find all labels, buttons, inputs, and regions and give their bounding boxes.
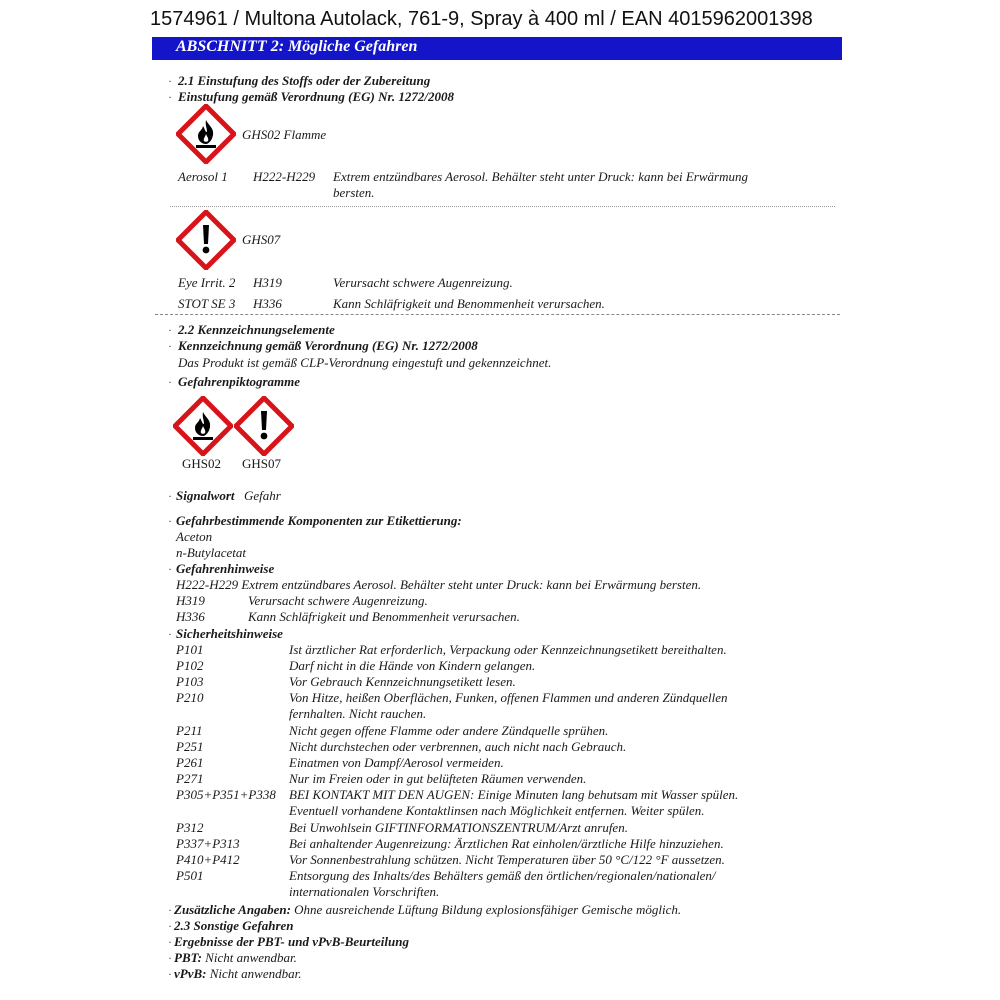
safety-code: P101 <box>176 642 204 657</box>
bullet: · <box>168 514 172 528</box>
class-row-code: H319 <box>253 275 282 290</box>
bullet: · <box>168 967 172 981</box>
bullet: · <box>168 90 172 104</box>
vpvb-value: Nicht anwendbar. <box>209 966 302 981</box>
class-row-code: H336 <box>253 296 282 311</box>
class-row-cls: STOT SE 3 <box>178 296 236 311</box>
hazard-heading: Gefahrenhinweise <box>176 561 275 576</box>
safety-text: Darf nicht in die Hände von Kindern gelangen. <box>289 658 536 673</box>
ghs07-exclamation-icon <box>234 396 294 456</box>
aerosol-text-cont: bersten. <box>333 185 375 200</box>
safety-code: P261 <box>176 755 204 770</box>
aerosol-text: Extrem entzündbares Aerosol. Behälter steht unter Druck: kann bei Erwärmung <box>333 169 748 184</box>
s21-subtitle: Einstufung gemäß Verordnung (EG) Nr. 1272/2008 <box>178 89 454 104</box>
safety-text-cont: fernhalten. Nicht rauchen. <box>289 706 427 721</box>
extra-row <box>174 902 681 918</box>
aerosol-class: Aerosol 1 <box>178 169 228 184</box>
bullet: · <box>168 562 172 576</box>
bullet: · <box>168 951 172 965</box>
bullet: · <box>168 339 172 353</box>
s21-title: 2.1 Einstufung des Stoffs oder der Zubereitung <box>178 73 431 88</box>
bullet: · <box>168 375 172 389</box>
hazard-code: H319 <box>176 593 205 608</box>
bullet: · <box>168 903 172 917</box>
safety-text: Nicht durchstechen oder verbrennen, auch nicht nach Gebrauch. <box>289 739 627 754</box>
safety-code: P337+P313 <box>176 836 240 851</box>
vpvb-row <box>174 966 301 982</box>
safety-text: Nur im Freien oder in gut belüfteten Räumen verwenden. <box>289 771 587 786</box>
picto-label: GHS07 <box>242 456 282 471</box>
s23-title: 2.3 Sonstige Gefahren <box>174 918 294 933</box>
safety-text: Vor Sonnenbestrahlung schützen. Nicht Temperaturen über 50 °C/122 °F aussetzen. <box>289 852 725 867</box>
pbt-label: PBT: <box>174 950 202 965</box>
extra-label: Zusätzliche Angaben: <box>174 902 291 917</box>
ghs02-flame-icon <box>173 396 233 456</box>
bullet: · <box>168 627 172 641</box>
vpvb-label: vPvB: <box>174 966 207 981</box>
pbt-row <box>174 950 297 966</box>
component-item: n-Butylacetat <box>176 545 247 560</box>
safety-text-cont: Eventuell vorhandene Kontaktlinsen nach Möglichkeit entfernen. Weiter spülen. <box>289 803 705 818</box>
safety-code: P305+P351+P338 <box>176 787 276 802</box>
hazard-code: H336 <box>176 609 205 624</box>
safety-text: Von Hitze, heißen Oberflächen, Funken, offenen Flammen und anderen Zündquellen <box>289 690 728 705</box>
picto-heading: Gefahrenpiktogramme <box>178 374 301 389</box>
dashed-divider <box>155 314 840 315</box>
ghs02-label: GHS02 Flamme <box>242 127 327 142</box>
s22-subtitle: Kennzeichnung gemäß Verordnung (EG) Nr. 1272/2008 <box>178 338 478 353</box>
safety-text: Entsorgung des Inhalts/des Behälters gemäß den örtlichen/regionalen/nationalen/ <box>289 868 716 883</box>
components-heading: Gefahrbestimmende Komponenten zur Etikettierung: <box>176 513 462 528</box>
class-row-text: Kann Schläfrigkeit und Benommenheit verursachen. <box>333 296 605 311</box>
bullet: · <box>168 919 172 933</box>
safety-code: P210 <box>176 690 204 705</box>
safety-code: P501 <box>176 868 204 883</box>
ghs07-exclamation-icon <box>176 210 236 270</box>
safety-code: P103 <box>176 674 204 689</box>
s22-title: 2.2 Kennzeichnungselemente <box>178 322 335 337</box>
class-row-text: Verursacht schwere Augenreizung. <box>333 275 513 290</box>
section-bar <box>152 37 842 60</box>
hazard-text: Kann Schläfrigkeit und Benommenheit verursachen. <box>248 609 520 624</box>
hazard-text: Verursacht schwere Augenreizung. <box>248 593 428 608</box>
s22-note: Das Produkt ist gemäß CLP-Verordnung eingestuft und gekennzeichnet. <box>178 355 552 370</box>
section-title: ABSCHNITT 2: Mögliche Gefahren <box>176 38 418 55</box>
safety-text: Vor Gebrauch Kennzeichnungsetikett lesen. <box>289 674 516 689</box>
safety-code: P211 <box>176 723 203 738</box>
safety-code: P251 <box>176 739 204 754</box>
ghs07-label: GHS07 <box>242 232 281 247</box>
class-row-cls: Eye Irrit. 2 <box>178 275 236 290</box>
hazard-row <box>176 577 701 593</box>
dotted-divider <box>170 206 835 207</box>
hazard-code: H222-H229 <box>176 577 239 592</box>
bullet: · <box>168 489 172 503</box>
bullet: · <box>168 935 172 949</box>
component-item: Aceton <box>176 529 213 544</box>
safety-code: P102 <box>176 658 204 673</box>
aerosol-codes: H222-H229 <box>253 169 316 184</box>
ghs02-flame-icon <box>176 104 236 164</box>
safety-code: P271 <box>176 771 204 786</box>
safety-text: Bei anhaltender Augenreizung: Ärztlichen Rat einholen/ärztliche Hilfe hinzuziehen. <box>289 836 724 851</box>
bullet: · <box>168 74 172 88</box>
pbt-heading: Ergebnisse der PBT- und vPvB-Beurteilung <box>174 934 409 949</box>
safety-text: Bei Unwohlsein GIFTINFORMATIONSZENTRUM/Arzt anrufen. <box>289 820 628 835</box>
signal-value: Gefahr <box>244 488 281 503</box>
bullet: · <box>168 323 172 337</box>
safety-text: Einatmen von Dampf/Aerosol vermeiden. <box>289 755 504 770</box>
safety-text: Ist ärztlicher Rat erforderlich, Verpackung oder Kennzeichnungsetikett bereithalten. <box>289 642 727 657</box>
safety-text-cont: internationalen Vorschriften. <box>289 884 440 899</box>
safety-code: P312 <box>176 820 204 835</box>
safety-text: Nicht gegen offene Flamme oder andere Zündquelle sprühen. <box>289 723 609 738</box>
safety-heading: Sicherheitshinweise <box>176 626 283 641</box>
extra-text: Ohne ausreichende Lüftung Bildung explosionsfähiger Gemische möglich. <box>294 902 682 917</box>
picto-label: GHS02 <box>182 456 222 471</box>
safety-code: P410+P412 <box>176 852 240 867</box>
safety-text: BEI KONTAKT MIT DEN AUGEN: Einige Minuten lang behutsam mit Wasser spülen. <box>289 787 739 802</box>
page-header: 1574961 / Multona Autolack, 761-9, Spray à 400 ml / EAN 4015962001398 <box>150 8 813 30</box>
hazard-text: Extrem entzündbares Aerosol. Behälter steht unter Druck: kann bei Erwärmung bersten. <box>241 577 702 592</box>
pbt-value: Nicht anwendbar. <box>205 950 297 965</box>
signal-label: Signalwort <box>176 488 235 503</box>
